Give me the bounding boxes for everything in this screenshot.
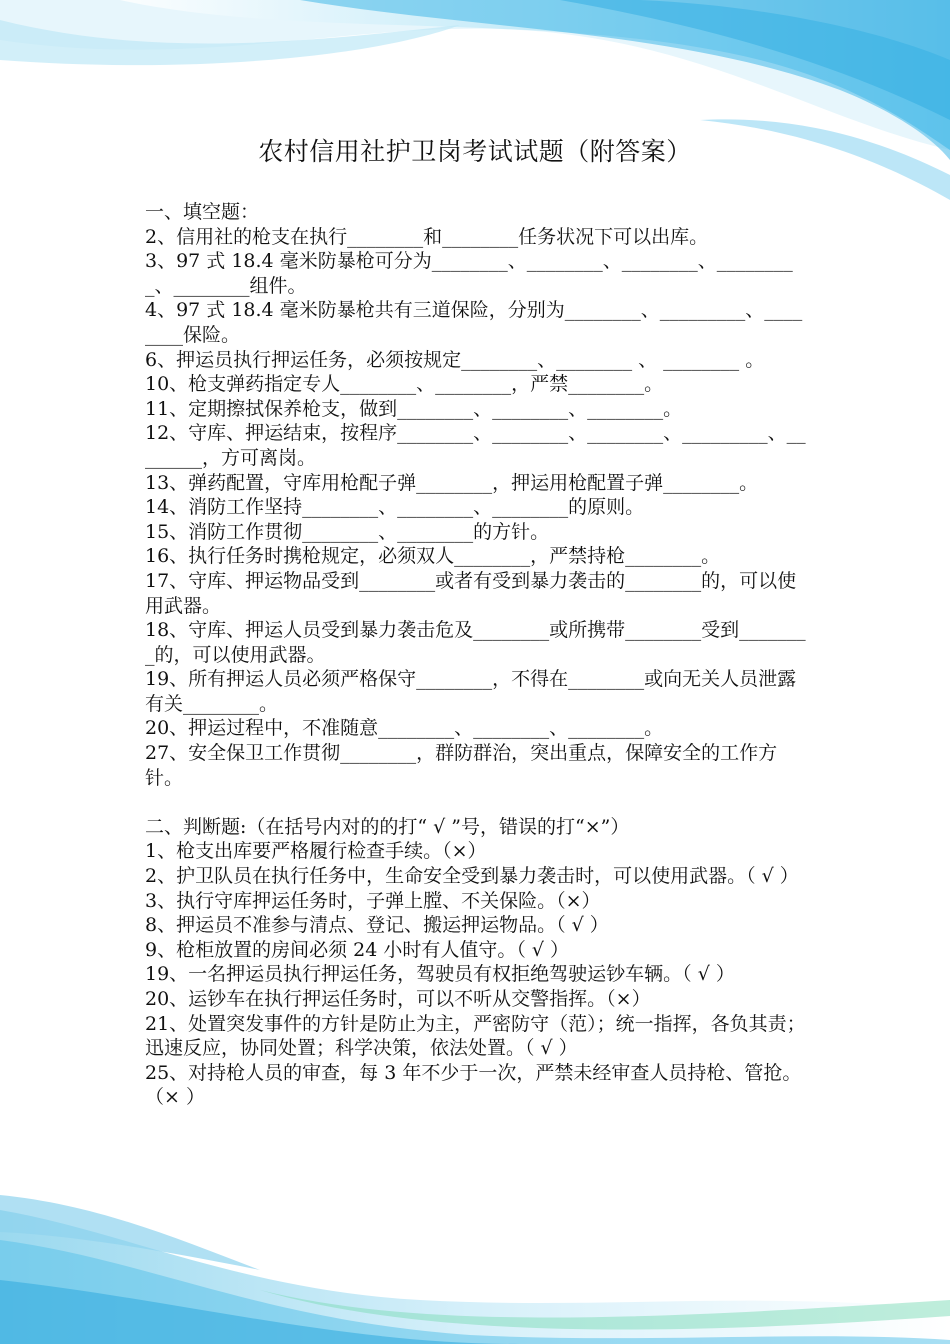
question-item: 20、押运过程中，不准随意________、________、________。	[145, 717, 664, 740]
question-item: 11、定期擦拭保养枪支，做到________、________、________。	[145, 397, 683, 420]
question-item: 3、97 式 18.4 毫米防暴枪可分为________、________、________、_________、________组件。	[145, 250, 793, 297]
judgment-item: 1、枪支出库要严格履行检查手续。（×）	[145, 840, 487, 863]
question-item: 13、弹药配置，守库用枪配子弹________，押运用枪配置子弹________。	[145, 471, 759, 494]
judgment-item: 9、枪柜放置的房间必须 24 小时有人值守。（ √ ）	[145, 938, 570, 961]
question-item: 2、信用社的枪支在执行________和________任务状况下可以出库。	[145, 225, 709, 248]
section-heading-fill-blank: 一、填空题：	[145, 201, 260, 223]
judgment-item: 3、执行守库押运任务时，子弹上膛、不关保险。（×）	[145, 889, 601, 912]
judgment-item: 2、护卫队员在执行任务中，生命安全受到暴力袭击时，可以使用武器。（ √ ）	[145, 865, 799, 888]
question-item: 14、消防工作坚持________、________、________的原则。	[145, 496, 645, 519]
question-item: 6、押运员执行押运任务，必须按规定________、________ 、 ________ 。	[145, 348, 765, 371]
section-spacer	[145, 790, 810, 815]
question-item: 19、所有押运人员必须严格保守________，不得在________或向无关人员泄露有关________。	[145, 668, 797, 715]
question-item: 15、消防工作贯彻________、________的方针。	[145, 520, 550, 543]
judgment-item: 8、押运员不准参与清点、登记、搬运押运物品。（ √ ）	[145, 914, 609, 937]
judgment-item: 20、运钞车在执行押运任务时，可以不听从交警指挥。（×）	[145, 988, 651, 1010]
question-item: 4、97 式 18.4 毫米防暴枪共有三道保险，分别为________、_________、________保险。	[145, 299, 803, 346]
question-item: 27、安全保卫工作贯彻________，群防群治，突出重点，保障安全的工作方针。	[145, 742, 778, 789]
question-item: 12、守库、押运结束，按程序________、________、________、_________、________，方可离岗。	[145, 422, 806, 469]
judgment-item: 25、对持枪人员的审查，每 3 年不少于一次，严禁未经审查人员持枪、管抢。（× ）	[145, 1061, 802, 1109]
page-title: 农村信用社护卫岗考试试题（附答案）	[258, 137, 692, 166]
judgment-item: 21、处置突发事件的方针是防止为主，严密防守（范）；统一指挥，各负其责；迅速反应，协同处置；科学决策，依法处置。（ √ ）	[145, 1012, 806, 1060]
question-item: 16、执行任务时携枪规定，必须双人________，严禁持枪________。	[145, 545, 721, 568]
exam-content	[145, 200, 810, 1110]
question-item: 10、枪支弹药指定专人________、________，严禁________。	[145, 373, 664, 396]
question-item: 17、守库、押运物品受到________或者有受到暴力袭击的________的，可以使用武器。	[145, 569, 797, 617]
section-heading-true-false: 二、判断题:（在括号内对的的打“ √ ”号，错误的打“×”）	[145, 815, 630, 838]
question-item: 18、守库、押运人员受到暴力袭击危及________或所携带________受到________的，可以使用武器。	[145, 619, 806, 666]
judgment-item: 19、一名押运员执行押运任务，驾驶员有权拒绝驾驶运钞车辆。（ √ ）	[145, 963, 735, 986]
